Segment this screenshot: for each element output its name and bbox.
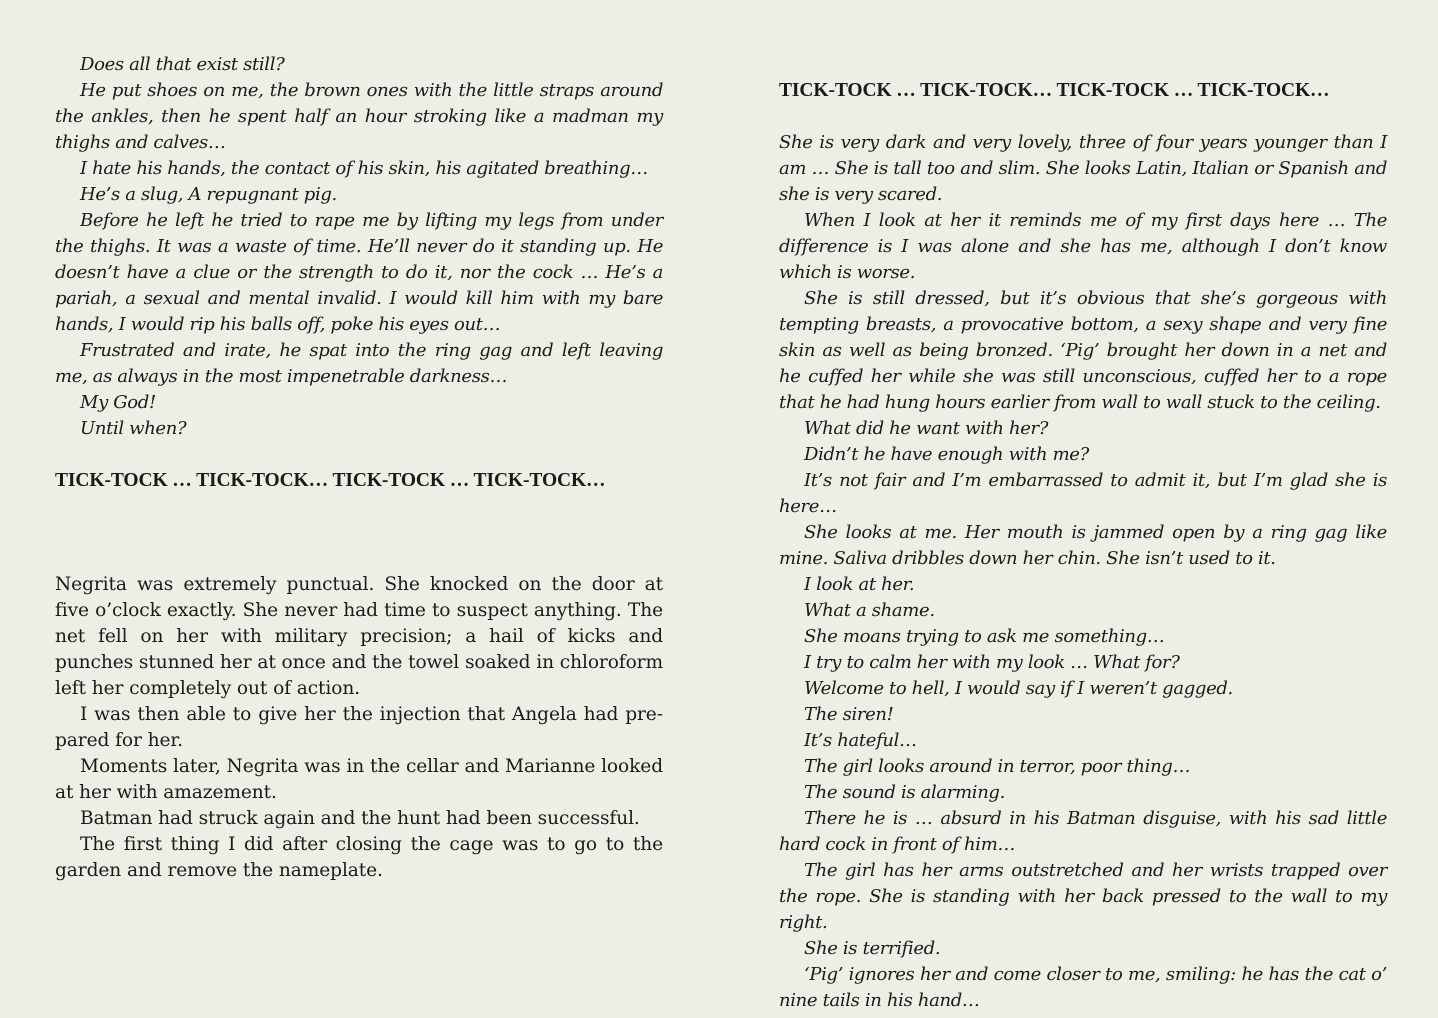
left-italic-paragraph-2: He put shoes on me, the brown ones with the little straps around the ankles, then he spent half an hour stroking like a madman my thighs and calves…: [55, 80, 663, 153]
left-roman-paragraph-1: Negrita was extremely punctual. She knocked on the door at five o’clock exactly. She never had time to suspect anything. The net fell on her with military precision; a hail of kicks and punches stunned her at once and the towel soaked in chloroform left her completely out of action.: [55, 574, 663, 699]
right-italic-paragraph-14: It’s hateful…: [804, 730, 917, 751]
right-italic-paragraph-4: What did he want with her?: [804, 418, 1049, 439]
left-italic-paragraph-1: Does all that exist still?: [80, 54, 285, 75]
left-roman-paragraph-4: Batman had struck again and the hunt had been successful.: [80, 808, 640, 829]
left-italic-paragraph-8: Until when?: [80, 418, 187, 439]
left-italic-paragraph-5: Before he left he tried to rape me by lifting my legs from under the thighs. It was a waste of time. He’ll never do it standing up. He doesn’t have a clue or the strength to do it, nor the cock … He’s a pariah, a sexual and mental invalid. I would kill him with my bare hands, I would rip his balls off, poke his eyes out…: [55, 210, 663, 335]
left-italic-paragraph-3: I hate his hands, the contact of his skin, his agitated breathing…: [80, 158, 648, 179]
left-roman-paragraph-3: Moments later, Negrita was in the cellar and Marianne looked at her with amazement.: [55, 756, 663, 803]
right-italic-paragraph-1: She is very dark and very lovely, three of four years younger than I am … She is tall too and slim. She looks Latin, Italian or Spanish and she is very scared.: [779, 132, 1387, 205]
right-italic-paragraph-6: It’s not fair and I’m embarrassed to admit it, but I’m glad she is here…: [779, 470, 1387, 517]
right-italic-paragraph-15: The girl looks around in terror, poor thing…: [804, 756, 1191, 777]
right-italic-paragraph-19: She is terrified.: [804, 938, 941, 959]
right-italic-paragraph-5: Didn’t he have enough with me?: [804, 444, 1089, 465]
left-italic-paragraph-4: He’s a slug, A repugnant pig.: [80, 184, 337, 205]
right-italic-paragraph-2: When I look at her it reminds me of my first days here … The difference is I was alone and she has me, although I don’t know which is worse.: [779, 210, 1387, 283]
right-italic-paragraph-10: She moans trying to ask me something…: [804, 626, 1165, 647]
right-italic-paragraph-17: There he is … absurd in his Batman disguise, with his sad little hard cock in front of him…: [779, 808, 1387, 855]
left-italic-paragraph-6: Frustrated and irate, he spat into the ring gag and left leaving me, as always in the most impenetrable darkness…: [55, 340, 663, 387]
right-italic-paragraph-20: ‘Pig’ ignores her and come closer to me, smiling: he has the cat o’ nine tails in his hand…: [779, 964, 1387, 1011]
heading-spacer: [779, 104, 1387, 130]
right-italic-paragraph-16: The sound is alarming.: [804, 782, 1005, 803]
right-italic-paragraph-3: She is still dressed, but it’s obvious that she’s gorgeous with tempting breasts, a provocative bottom, a sexy shape and very fine skin as well as being bronzed. ‘Pig’ brought her down in a net and he cuffed her while she was still unconscious, cuffed her to a rope that he had hung hours earlier from wall to wall stuck to the ceiling.: [779, 288, 1387, 413]
right-italic-paragraph-11: I try to calm her with my look … What for?: [804, 652, 1180, 673]
right-italic-paragraph-13: The siren!: [804, 704, 894, 725]
right-italic-paragraph-7: She looks at me. Her mouth is jammed open by a ring gag like mine. Saliva dribbles down her chin. She isn’t used to it.: [779, 522, 1387, 569]
right-page: [779, 52, 1387, 1014]
right-italic-paragraph-8: I look at her.: [804, 574, 915, 595]
right-italic-paragraph-12: Welcome to hell, I would say if I weren’t gagged.: [804, 678, 1233, 699]
left-italic-paragraph-7: My God!: [80, 392, 156, 413]
left-roman-paragraph-2: I was then able to give her the injection that Angela had prepared for her.: [55, 704, 663, 751]
right-section-heading: TICK-TOCK … TICK-TOCK… TICK-TOCK … TICK-TOCK…: [779, 80, 1330, 101]
right-italic-paragraph-18: The girl has her arms outstretched and her wrists trapped over the rope. She is standing with her back pressed to the wall to my right.: [779, 860, 1387, 933]
section-spacer: [55, 494, 663, 572]
left-page: [55, 52, 663, 884]
top-spacer: [779, 52, 1387, 78]
right-italic-paragraph-9: What a shame.: [804, 600, 935, 621]
left-section-heading: TICK-TOCK … TICK-TOCK… TICK-TOCK … TICK-TOCK…: [55, 470, 606, 491]
left-roman-paragraph-5: The first thing I did after closing the cage was to go to the garden and remove the nameplate.: [55, 834, 663, 881]
